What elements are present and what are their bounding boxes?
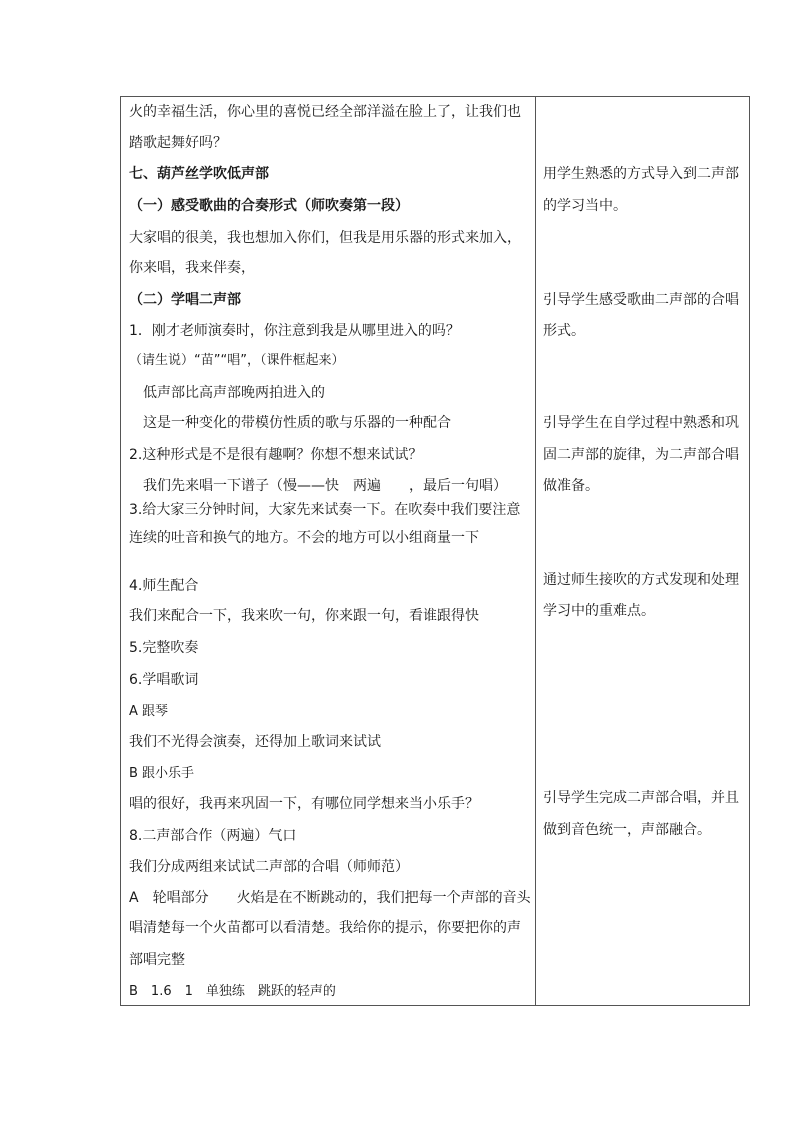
text-line: 3.给大家三分钟时间，大家先来试奏一下。在吹奏中我们要注意 (129, 502, 521, 518)
note-line: 引导学生完成二声部合唱，并且 (543, 790, 739, 806)
column-divider (535, 96, 536, 1006)
text-line: 唱的很好，我再来巩固一下，有哪位同学想来当小乐手？ (129, 796, 479, 812)
text-line: 6.学唱歌词 (129, 672, 199, 688)
text-line: 唱清楚每一个火苗都可以看清楚。我给你的提示，你要把你的声 (129, 920, 521, 936)
text-line: 火的幸福生活，你心里的喜悦已经全部洋溢在脸上了，让我们也 (129, 104, 521, 120)
note-line: 做准备。 (543, 478, 599, 494)
text-line: 这是一种变化的带模仿性质的歌与乐器的一种配合 (143, 415, 451, 431)
text-line: A 跟琴 (129, 704, 169, 719)
note-line: 形式。 (543, 323, 585, 339)
note-line: 的学习当中。 (543, 198, 627, 214)
text-line: A 轮唱部分 火焰是在不断跳动的，我们把每一个声部的音头 (129, 890, 531, 906)
text-line: 大家唱的很美，我也想加入你们，但我是用乐器的形式来加入， (129, 230, 521, 246)
text-line: 我们先来唱一下谱子（慢——快 两遍 ，最后一句唱） (143, 478, 507, 494)
text-line: 我们分成两组来试试二声部的合唱（师师范） (129, 859, 409, 875)
text-line: 4.师生配合 (129, 578, 199, 594)
text-line: B 1.6 1 单独练 跳跃的轻声的 (129, 984, 336, 999)
note-line: 固二声部的旋律，为二声部合唱 (543, 447, 739, 463)
text-line: 2.这种形式是不是很有趣啊？你想不想来试试？ (129, 447, 423, 463)
note-line: 做到音色统一，声部融合。 (543, 822, 711, 838)
note-line: 引导学生在自学过程中熟悉和巩 (543, 415, 739, 431)
subsection-heading: （一）感受歌曲的合奏形式（师吹奏第一段） (129, 198, 409, 214)
text-line: 低声部比高声部晚两拍进入的 (143, 385, 325, 401)
note-line: 通过师生接吹的方式发现和处理 (543, 572, 739, 588)
section-heading: 七、葫芦丝学吹低声部 (129, 166, 269, 182)
text-line: 你来唱，我来伴奏， (129, 260, 255, 276)
note-line: 引导学生感受歌曲二声部的合唱 (543, 292, 739, 308)
note-line: 用学生熟悉的方式导入到二声部 (543, 166, 739, 182)
text-line: B 跟小乐手 (129, 766, 195, 781)
subsection-heading: （二）学唱二声部 (129, 292, 241, 308)
text-line: 5.完整吹奏 (129, 640, 199, 656)
text-line: 部唱完整 (129, 952, 185, 968)
text-line: 我们来配合一下，我来吹一句，你来跟一句，看谁跟得快 (129, 608, 479, 624)
text-line: 1．刚才老师演奏时，你注意到我是从哪里进入的吗？ (129, 323, 460, 339)
text-line: （请生说）“苗”“唱”，（课件框起来） (129, 353, 345, 368)
text-line: 我们不光得会演奏，还得加上歌词来试试 (129, 734, 381, 750)
text-line: 8.二声部合作（两遍）气口 (129, 828, 297, 844)
note-line: 学习中的重难点。 (543, 603, 655, 619)
text-line: 连续的吐音和换气的地方。不会的地方可以小组商量一下 (129, 530, 479, 546)
text-line: 踏歌起舞好吗？ (129, 135, 227, 151)
